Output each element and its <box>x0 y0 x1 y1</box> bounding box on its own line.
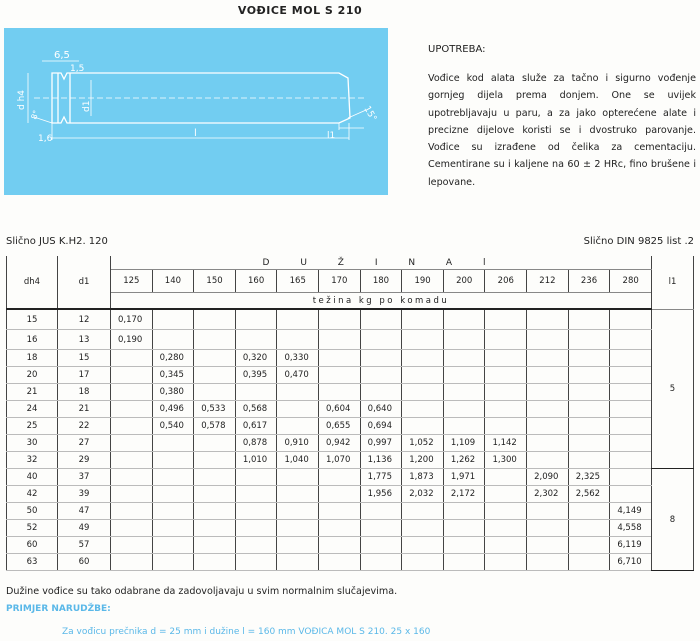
weight-cell: 1,070 <box>319 452 361 469</box>
weight-cell <box>235 384 277 401</box>
table-row <box>7 367 694 384</box>
weight-cell: 0,345 <box>152 367 194 384</box>
weight-cell <box>277 486 319 503</box>
weight-cell <box>277 537 319 554</box>
table-row <box>7 554 694 571</box>
weight-cell <box>235 503 277 520</box>
dim-l: l <box>194 128 197 139</box>
weight-cell <box>485 520 527 537</box>
d1-cell: 49 <box>58 520 111 537</box>
weight-cell: 0,395 <box>235 367 277 384</box>
weight-cell <box>527 520 569 537</box>
weight-cell <box>319 384 361 401</box>
dim-8deg: 8° <box>29 109 41 121</box>
weight-cell: 1,262 <box>443 452 485 469</box>
weight-cell <box>152 520 194 537</box>
weight-cell <box>568 537 610 554</box>
weight-cell <box>568 384 610 401</box>
dim-6-5: 6,5 <box>54 50 70 61</box>
d1-cell: 37 <box>58 469 111 486</box>
weight-cell <box>235 520 277 537</box>
header-dh4: dh4 <box>7 256 58 309</box>
weight-cell <box>152 309 194 330</box>
weight-cell <box>402 350 444 367</box>
weight-cell <box>111 401 153 418</box>
weight-cell <box>402 367 444 384</box>
weight-cell <box>111 384 153 401</box>
weight-cell <box>194 384 236 401</box>
weight-cell <box>194 503 236 520</box>
d1-cell: 18 <box>58 384 111 401</box>
weight-cell <box>360 384 402 401</box>
weight-cell <box>277 330 319 350</box>
header-lengths-group: D U Ž I N A l <box>111 256 652 270</box>
weight-cell <box>443 330 485 350</box>
weight-cell <box>111 452 153 469</box>
weight-cell <box>402 503 444 520</box>
weight-cell <box>152 554 194 571</box>
length-header: 180 <box>360 270 402 293</box>
weight-cell <box>152 486 194 503</box>
weight-cell: 6,710 <box>610 554 652 571</box>
weight-cell: 1,300 <box>485 452 527 469</box>
weight-cell <box>402 537 444 554</box>
weight-cell <box>235 486 277 503</box>
weight-cell <box>568 520 610 537</box>
dh4-cell: 52 <box>7 520 58 537</box>
weight-cell: 4,558 <box>610 520 652 537</box>
weight-cell <box>360 309 402 330</box>
weight-cell <box>360 367 402 384</box>
weight-cell <box>360 330 402 350</box>
order-heading: PRIMJER NARUDŽBE: <box>6 604 111 614</box>
length-header: 150 <box>194 270 236 293</box>
weight-cell <box>610 418 652 435</box>
weight-cell <box>485 537 527 554</box>
weight-cell <box>485 503 527 520</box>
weight-cell: 1,010 <box>235 452 277 469</box>
weight-cell <box>235 469 277 486</box>
weight-cell <box>527 367 569 384</box>
d1-cell: 17 <box>58 367 111 384</box>
weight-cell <box>443 384 485 401</box>
weight-cell <box>610 486 652 503</box>
dh4-cell: 42 <box>7 486 58 503</box>
weight-cell <box>443 554 485 571</box>
weight-cell <box>568 401 610 418</box>
weight-cell: 0,604 <box>319 401 361 418</box>
weight-cell <box>360 503 402 520</box>
weight-cell <box>443 520 485 537</box>
length-header: 190 <box>402 270 444 293</box>
weight-cell: 0,170 <box>111 309 153 330</box>
table-row <box>7 401 694 418</box>
dh4-cell: 40 <box>7 469 58 486</box>
weight-cell: 0,380 <box>152 384 194 401</box>
weight-cell <box>485 486 527 503</box>
weight-cell: 1,109 <box>443 435 485 452</box>
weight-cell <box>235 309 277 330</box>
weight-cell <box>152 469 194 486</box>
weight-cell <box>111 418 153 435</box>
length-header: 165 <box>277 270 319 293</box>
dh4-cell: 63 <box>7 554 58 571</box>
weight-cell <box>568 554 610 571</box>
weight-cell <box>360 350 402 367</box>
weight-cell <box>319 503 361 520</box>
l1-cell: 8 <box>652 469 694 571</box>
weight-cell <box>610 330 652 350</box>
weight-cell <box>527 452 569 469</box>
weight-cell <box>319 350 361 367</box>
weight-cell: 6,119 <box>610 537 652 554</box>
weight-cell <box>111 435 153 452</box>
weight-cell <box>443 309 485 330</box>
page-title: VOĐICE MOL S 210 <box>237 4 363 17</box>
d1-cell: 47 <box>58 503 111 520</box>
weight-cell <box>319 520 361 537</box>
weight-cell <box>610 469 652 486</box>
weight-cell: 0,280 <box>152 350 194 367</box>
dh4-cell: 16 <box>7 330 58 350</box>
weight-cell <box>111 350 153 367</box>
weight-cell <box>402 330 444 350</box>
weight-cell <box>443 367 485 384</box>
weight-cell <box>485 401 527 418</box>
weight-cell <box>277 503 319 520</box>
weight-cell: 0,540 <box>152 418 194 435</box>
dh4-cell: 30 <box>7 435 58 452</box>
weight-cell: 1,873 <box>402 469 444 486</box>
weight-cell: 0,878 <box>235 435 277 452</box>
weight-cell: 0,617 <box>235 418 277 435</box>
length-header: 125 <box>111 270 153 293</box>
weight-cell <box>402 384 444 401</box>
table-row <box>7 520 694 537</box>
weight-cell <box>527 418 569 435</box>
weight-cell: 0,997 <box>360 435 402 452</box>
l1-cell: 5 <box>652 309 694 469</box>
usage-text: Vođice kod alata služe za tačno i sigurno vođenje gornjeg dijela prema donjem. One se uvijek upotrebljavaju u paru, a za jako opterećene alate i precizne dijelove koristi se i dvostruko parovanje. Vođice su izrađene od čelika za cementaciju. Cementirane su i kaljene na 60 ± 2 HRc, fino brušene i lepovane. <box>428 73 696 188</box>
dh4-cell: 21 <box>7 384 58 401</box>
d1-cell: 15 <box>58 350 111 367</box>
weight-cell <box>568 435 610 452</box>
dim-1-5: 1,5 <box>70 64 85 74</box>
weight-cell <box>277 469 319 486</box>
weight-cell <box>360 554 402 571</box>
length-header: 206 <box>485 270 527 293</box>
weight-cell <box>194 469 236 486</box>
weight-cell <box>527 537 569 554</box>
weight-cell: 0,578 <box>194 418 236 435</box>
weight-cell <box>527 435 569 452</box>
weight-cell <box>194 520 236 537</box>
weight-cell <box>527 503 569 520</box>
weight-cell: 0,533 <box>194 401 236 418</box>
weight-cell: 0,190 <box>111 330 153 350</box>
weight-cell <box>527 350 569 367</box>
length-header: 160 <box>235 270 277 293</box>
weight-cell <box>443 418 485 435</box>
length-header: 200 <box>443 270 485 293</box>
weight-cell <box>485 384 527 401</box>
weight-cell <box>111 520 153 537</box>
weight-cell <box>319 367 361 384</box>
weight-cell: 0,694 <box>360 418 402 435</box>
dh4-cell: 15 <box>7 309 58 330</box>
weight-cell <box>319 486 361 503</box>
weight-cell <box>443 350 485 367</box>
standard-jus: Slično JUS K.H2. 120 <box>6 236 108 247</box>
length-header: 236 <box>568 270 610 293</box>
weight-cell: 1,052 <box>402 435 444 452</box>
weight-cell <box>235 330 277 350</box>
dh4-cell: 32 <box>7 452 58 469</box>
d1-cell: 57 <box>58 537 111 554</box>
weight-table <box>6 256 694 571</box>
weight-cell <box>194 452 236 469</box>
dh4-cell: 50 <box>7 503 58 520</box>
length-header: 212 <box>527 270 569 293</box>
weight-cell <box>319 330 361 350</box>
table-row <box>7 537 694 554</box>
weight-cell <box>402 309 444 330</box>
header-weight: težina kg po komadu <box>111 293 652 310</box>
weight-cell: 1,956 <box>360 486 402 503</box>
weight-cell: 0,655 <box>319 418 361 435</box>
weight-cell: 1,200 <box>402 452 444 469</box>
weight-cell <box>485 309 527 330</box>
weight-cell <box>319 309 361 330</box>
weight-cell <box>319 537 361 554</box>
usage-heading: UPOTREBA: <box>428 44 486 55</box>
weight-cell <box>527 554 569 571</box>
weight-cell <box>360 520 402 537</box>
weight-cell <box>277 554 319 571</box>
weight-cell <box>610 435 652 452</box>
weight-cell: 2,032 <box>402 486 444 503</box>
weight-cell <box>402 418 444 435</box>
dim-dh4: d h4 <box>17 89 27 110</box>
weight-cell <box>111 367 153 384</box>
note-text: Dužine vođice su tako odabrane da zadovoljavaju u svim normalnim slučajevima. <box>6 586 398 597</box>
d1-cell: 60 <box>58 554 111 571</box>
dh4-cell: 18 <box>7 350 58 367</box>
weight-cell <box>152 452 194 469</box>
weight-cell <box>610 401 652 418</box>
weight-cell <box>194 367 236 384</box>
dim-d1: d1 <box>82 100 92 112</box>
weight-cell <box>443 503 485 520</box>
table-row <box>7 435 694 452</box>
weight-cell <box>527 401 569 418</box>
weight-cell <box>485 330 527 350</box>
d1-cell: 12 <box>58 309 111 330</box>
weight-cell <box>111 469 153 486</box>
table-row <box>7 384 694 401</box>
weight-cell: 2,302 <box>527 486 569 503</box>
dh4-cell: 20 <box>7 367 58 384</box>
length-header: 170 <box>319 270 361 293</box>
standard-din: Slično DIN 9825 list .2 <box>583 236 694 247</box>
technical-drawing <box>4 28 388 195</box>
weight-cell <box>194 435 236 452</box>
weight-cell <box>568 452 610 469</box>
weight-cell: 0,942 <box>319 435 361 452</box>
weight-cell <box>485 418 527 435</box>
weight-cell: 1,775 <box>360 469 402 486</box>
table-row <box>7 350 694 367</box>
header-l1: l1 <box>652 256 694 309</box>
weight-cell <box>527 384 569 401</box>
weight-cell <box>443 401 485 418</box>
weight-cell <box>194 537 236 554</box>
weight-cell <box>568 330 610 350</box>
d1-cell: 13 <box>58 330 111 350</box>
weight-cell: 0,568 <box>235 401 277 418</box>
weight-cell <box>485 367 527 384</box>
weight-cell <box>235 537 277 554</box>
weight-cell: 1,136 <box>360 452 402 469</box>
weight-cell <box>568 367 610 384</box>
weight-cell <box>111 486 153 503</box>
weight-cell <box>111 503 153 520</box>
d1-cell: 22 <box>58 418 111 435</box>
weight-cell <box>485 554 527 571</box>
dh4-cell: 25 <box>7 418 58 435</box>
table-row <box>7 418 694 435</box>
weight-cell: 2,562 <box>568 486 610 503</box>
weight-cell <box>443 537 485 554</box>
weight-cell <box>568 309 610 330</box>
table-row <box>7 469 694 486</box>
weight-cell <box>527 309 569 330</box>
table-row <box>7 309 694 330</box>
d1-cell: 39 <box>58 486 111 503</box>
weight-cell <box>152 537 194 554</box>
weight-cell <box>152 503 194 520</box>
weight-cell <box>360 537 402 554</box>
dim-1-6: 1,6 <box>38 134 53 144</box>
weight-cell <box>111 537 153 554</box>
dh4-cell: 60 <box>7 537 58 554</box>
table-row <box>7 452 694 469</box>
table-row <box>7 330 694 350</box>
weight-cell: 2,090 <box>527 469 569 486</box>
weight-cell <box>568 503 610 520</box>
length-header: 140 <box>152 270 194 293</box>
weight-cell <box>485 350 527 367</box>
header-d1: d1 <box>58 256 111 309</box>
weight-cell <box>610 384 652 401</box>
weight-cell <box>568 350 610 367</box>
weight-cell <box>277 401 319 418</box>
weight-cell: 4,149 <box>610 503 652 520</box>
weight-cell <box>194 554 236 571</box>
weight-cell: 2,172 <box>443 486 485 503</box>
weight-cell <box>402 520 444 537</box>
weight-cell: 1,971 <box>443 469 485 486</box>
weight-cell <box>527 330 569 350</box>
weight-cell <box>194 486 236 503</box>
weight-cell <box>610 452 652 469</box>
weight-cell <box>277 309 319 330</box>
dim-15deg: 15° <box>361 104 379 124</box>
weight-cell: 0,640 <box>360 401 402 418</box>
weight-cell <box>111 554 153 571</box>
table-row <box>7 486 694 503</box>
weight-cell <box>568 418 610 435</box>
weight-cell <box>194 309 236 330</box>
weight-cell: 0,496 <box>152 401 194 418</box>
weight-cell <box>194 330 236 350</box>
weight-cell <box>610 350 652 367</box>
weight-cell <box>277 520 319 537</box>
weight-cell <box>152 435 194 452</box>
weight-cell: 1,142 <box>485 435 527 452</box>
weight-cell: 0,910 <box>277 435 319 452</box>
weight-cell <box>277 418 319 435</box>
weight-cell <box>610 309 652 330</box>
weight-cell: 2,325 <box>568 469 610 486</box>
weight-cell <box>319 554 361 571</box>
weight-cell <box>402 554 444 571</box>
d1-cell: 29 <box>58 452 111 469</box>
weight-cell: 1,040 <box>277 452 319 469</box>
d1-cell: 27 <box>58 435 111 452</box>
weight-cell: 0,470 <box>277 367 319 384</box>
dim-l1: l1 <box>327 131 336 141</box>
d1-cell: 21 <box>58 401 111 418</box>
weight-cell <box>402 401 444 418</box>
weight-cell <box>235 554 277 571</box>
weight-cell: 0,320 <box>235 350 277 367</box>
weight-cell: 0,330 <box>277 350 319 367</box>
order-example: Za vođicu prečnika d = 25 mm i dužine l = 160 mm VOĐICA MOL S 210. 25 x 160 <box>62 627 431 637</box>
weight-cell <box>194 350 236 367</box>
weight-cell <box>319 469 361 486</box>
weight-cell <box>610 367 652 384</box>
weight-cell <box>152 330 194 350</box>
length-header: 280 <box>610 270 652 293</box>
weight-cell <box>485 469 527 486</box>
dh4-cell: 24 <box>7 401 58 418</box>
table-row <box>7 503 694 520</box>
weight-cell <box>277 384 319 401</box>
